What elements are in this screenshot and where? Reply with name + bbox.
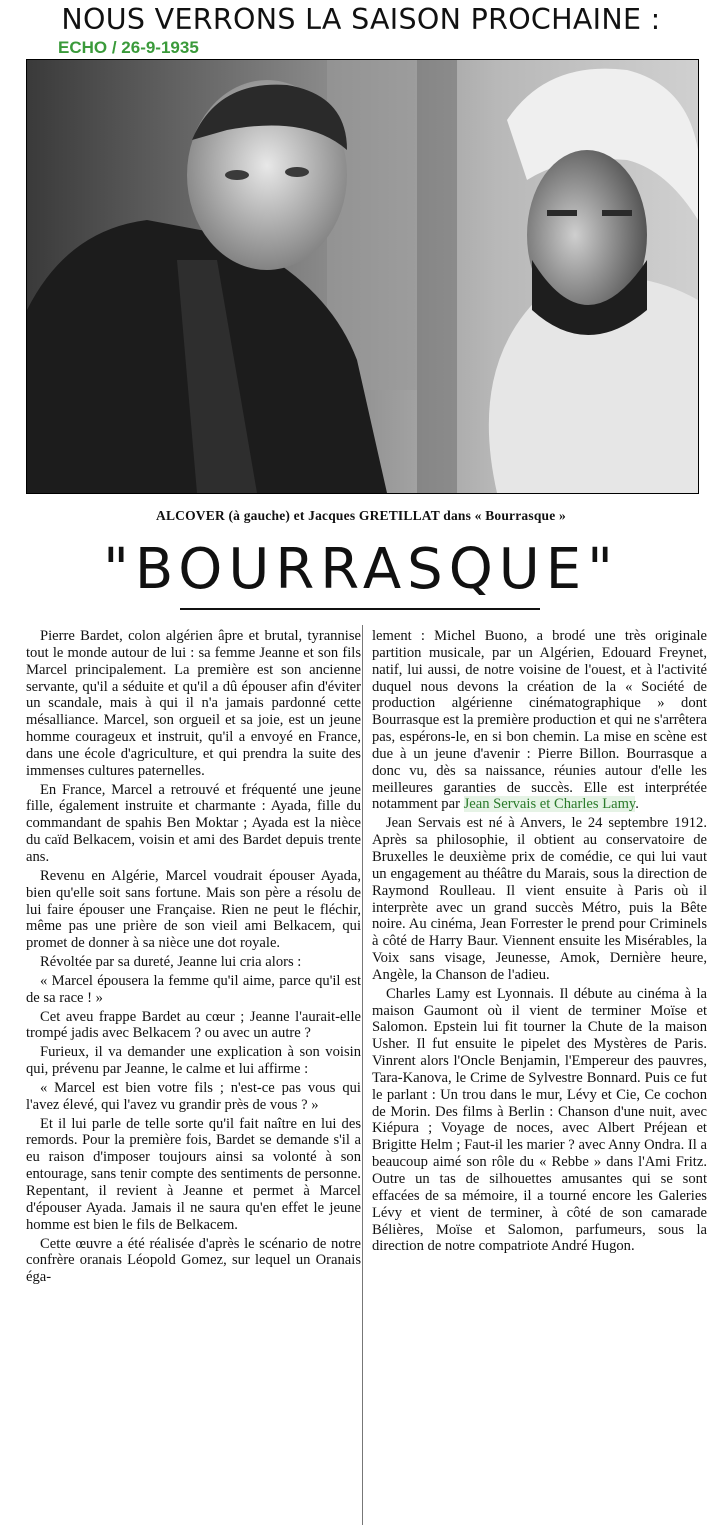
- article-quote: « Marcel est bien votre fils ; n'est-ce pas vous qui l'avez élevé, qui l'avez vu grandir près de vous ? »: [26, 1079, 361, 1113]
- article-paragraph: Et il lui parle de telle sorte qu'il fait naître en lui des remords. Pour la première fois, Bardet se demande s'il a eu raison d'imposer toujours ainsi sa volonté à son entourage, sans tenir compte des sentiments de personne. Repentant, il revient à Jeanne et permet à Marcel d'épouser Ayada. Jamais il ne saura qu'en effet le jeune homme est bien le fils de Belkacem.: [26, 1115, 361, 1233]
- article-paragraph: Jean Servais est né à Anvers, le 24 septembre 1912. Après sa philosophie, il obtient au conservatoire de Bruxelles le deuxième prix de comédie, ce qui lui vaut un engagement au théâtre du Marais, sous la direction de Raymond Roulleau. Il vient ensuite à Paris où il interprète avec un grand succès Métro, puis la Bête noire. Au cinéma, Jean Forrester le prend pour Criminels à côté de Harry Baur. Viennent ensuite les Misérables, la Voix sans visage, Jeunesse, Amok, Dernière heure, Angèle, la Chanson de l'adieu.: [372, 815, 707, 983]
- article-paragraph: Cet aveu frappe Bardet au cœur ; Jeanne l'aurait-elle trompé jadis avec Belkacem ? ou avec un autre ?: [26, 1008, 361, 1042]
- title-rule: [180, 608, 540, 610]
- photo-caption: ALCOVER (à gauche) et Jacques GRETILLAT dans « Bourrasque »: [156, 508, 566, 523]
- photo-illustration: [27, 60, 698, 493]
- column-divider: [362, 625, 363, 1525]
- highlighted-actors: Jean Servais et Charles Lamy: [463, 796, 636, 813]
- article-continuation: [372, 628, 707, 813]
- article-paragraph: Pierre Bardet, colon algérien âpre et brutal, tyrannise tout le monde autour de lui : sa femme Jeanne et son fils Marcel principalement. La première est son ancienne servante, qu'il a séduite et qu'il a dû épouser afin d'éviter un scandale, mais à qui il n'a jamais pardonné cette mésalliance. Marcel, son orgueil et sa joie, est un jeune homme courageux et instruit, qu'il a envoyé en France, dans une école d'agriculture, et qui prendra la suite des immenses cultures paternelles.: [26, 628, 361, 779]
- article-paragraph: Cette œuvre a été réalisée d'après le scénario de notre confrère oranais Léopold Gomez, sur lequel un Oranais éga-: [26, 1235, 361, 1286]
- source-stamp: ECHO / 26-9-1935: [58, 38, 199, 57]
- article-title: "BOURRASQUE": [103, 537, 619, 602]
- article-left-column: [26, 628, 361, 1288]
- continuation-end: .: [635, 796, 639, 813]
- page-headline: NOUS VERRONS LA SAISON PROCHAINE :: [61, 3, 661, 36]
- continuation-text: lement : Michel Buono, a brodé une très originale partition musicale, par un Algérien, Edouard Freynet, natif, lui aussi, de notre voisine de l'ouest, et à l'activité duquel nous devons la création de la « Société de production algérienne cinématographique » dont Bourrasque est la première production et qui ne s'arrêtera pas, espérons-le, en si bon chemin. La mise en scène est due à un jeune d'avenir : Pierre Billon. Bourrasque a donc vu, dès sa naissance, réunies autour d'elle les meilleures garanties de succès. Elle est interprétée notamment par: [372, 628, 707, 813]
- article-paragraph: Charles Lamy est Lyonnais. Il débute au cinéma à la maison Gaumont où il vient de terminer Moïse et Salomon. Epstein lui fit tourner la Chute de la maison Usher. Il fut ensuite le pipelet des Mystères de Paris. Vinrent alors l'Oncle Benjamin, l'Empereur des pauvres, Tara-Kanova, le Crime de Sylvestre Bonnard. Puis ce fut le parlant : Un trou dans le mur, Lévy et Cie, Ce cochon de Morin. Des films à Berlin : Chanson d'une nuit, avec Kiépura ; Voyage de noces, avec Albert Préjean et Brigitte Helm ; Faut-il les marier ? avec Anny Ondra. Il a beaucoup aimé son rôle du « Rebbe » dans l'Ami Fritz. Outre un tas de silhouettes amusantes qui se sont effacées de sa mémoire, il a tourné encore les Galeries Lévy et vient de terminer, à côté de son camarade Bélières, Moïse et Salomon, parfumeurs, sous la direction de notre compatriote André Hugon.: [372, 985, 707, 1255]
- article-quote: « Marcel épousera la femme qu'il aime, parce qu'il est de sa race ! »: [26, 972, 361, 1006]
- article-paragraph: Furieux, il va demander une explication à son voisin qui, prévenu par Jeanne, le calme et lui affirme :: [26, 1044, 361, 1078]
- article-paragraph: Révoltée par sa dureté, Jeanne lui cria alors :: [40, 954, 302, 971]
- article-paragraph: En France, Marcel a retrouvé et fréquenté une jeune fille, également instruite et charmante : Ayada, fille du commandant de spahis Ben Moktar ; Ayada est la nièce du caïd Belkacem, voisin et ami des Bardet depuis trente ans.: [26, 781, 361, 865]
- film-still-photo: [26, 59, 699, 494]
- article-right-column: [372, 628, 707, 1257]
- article-paragraph: Revenu en Algérie, Marcel voudrait épouser Ayada, bien qu'elle soit sans fortune. Mais son père a résolu de lui faire épouser une Française. Rien ne peut le fléchir, même pas une prière de son vieil ami Belkacem, qui promet de donner à sa nièce une dot royale.: [26, 867, 361, 952]
